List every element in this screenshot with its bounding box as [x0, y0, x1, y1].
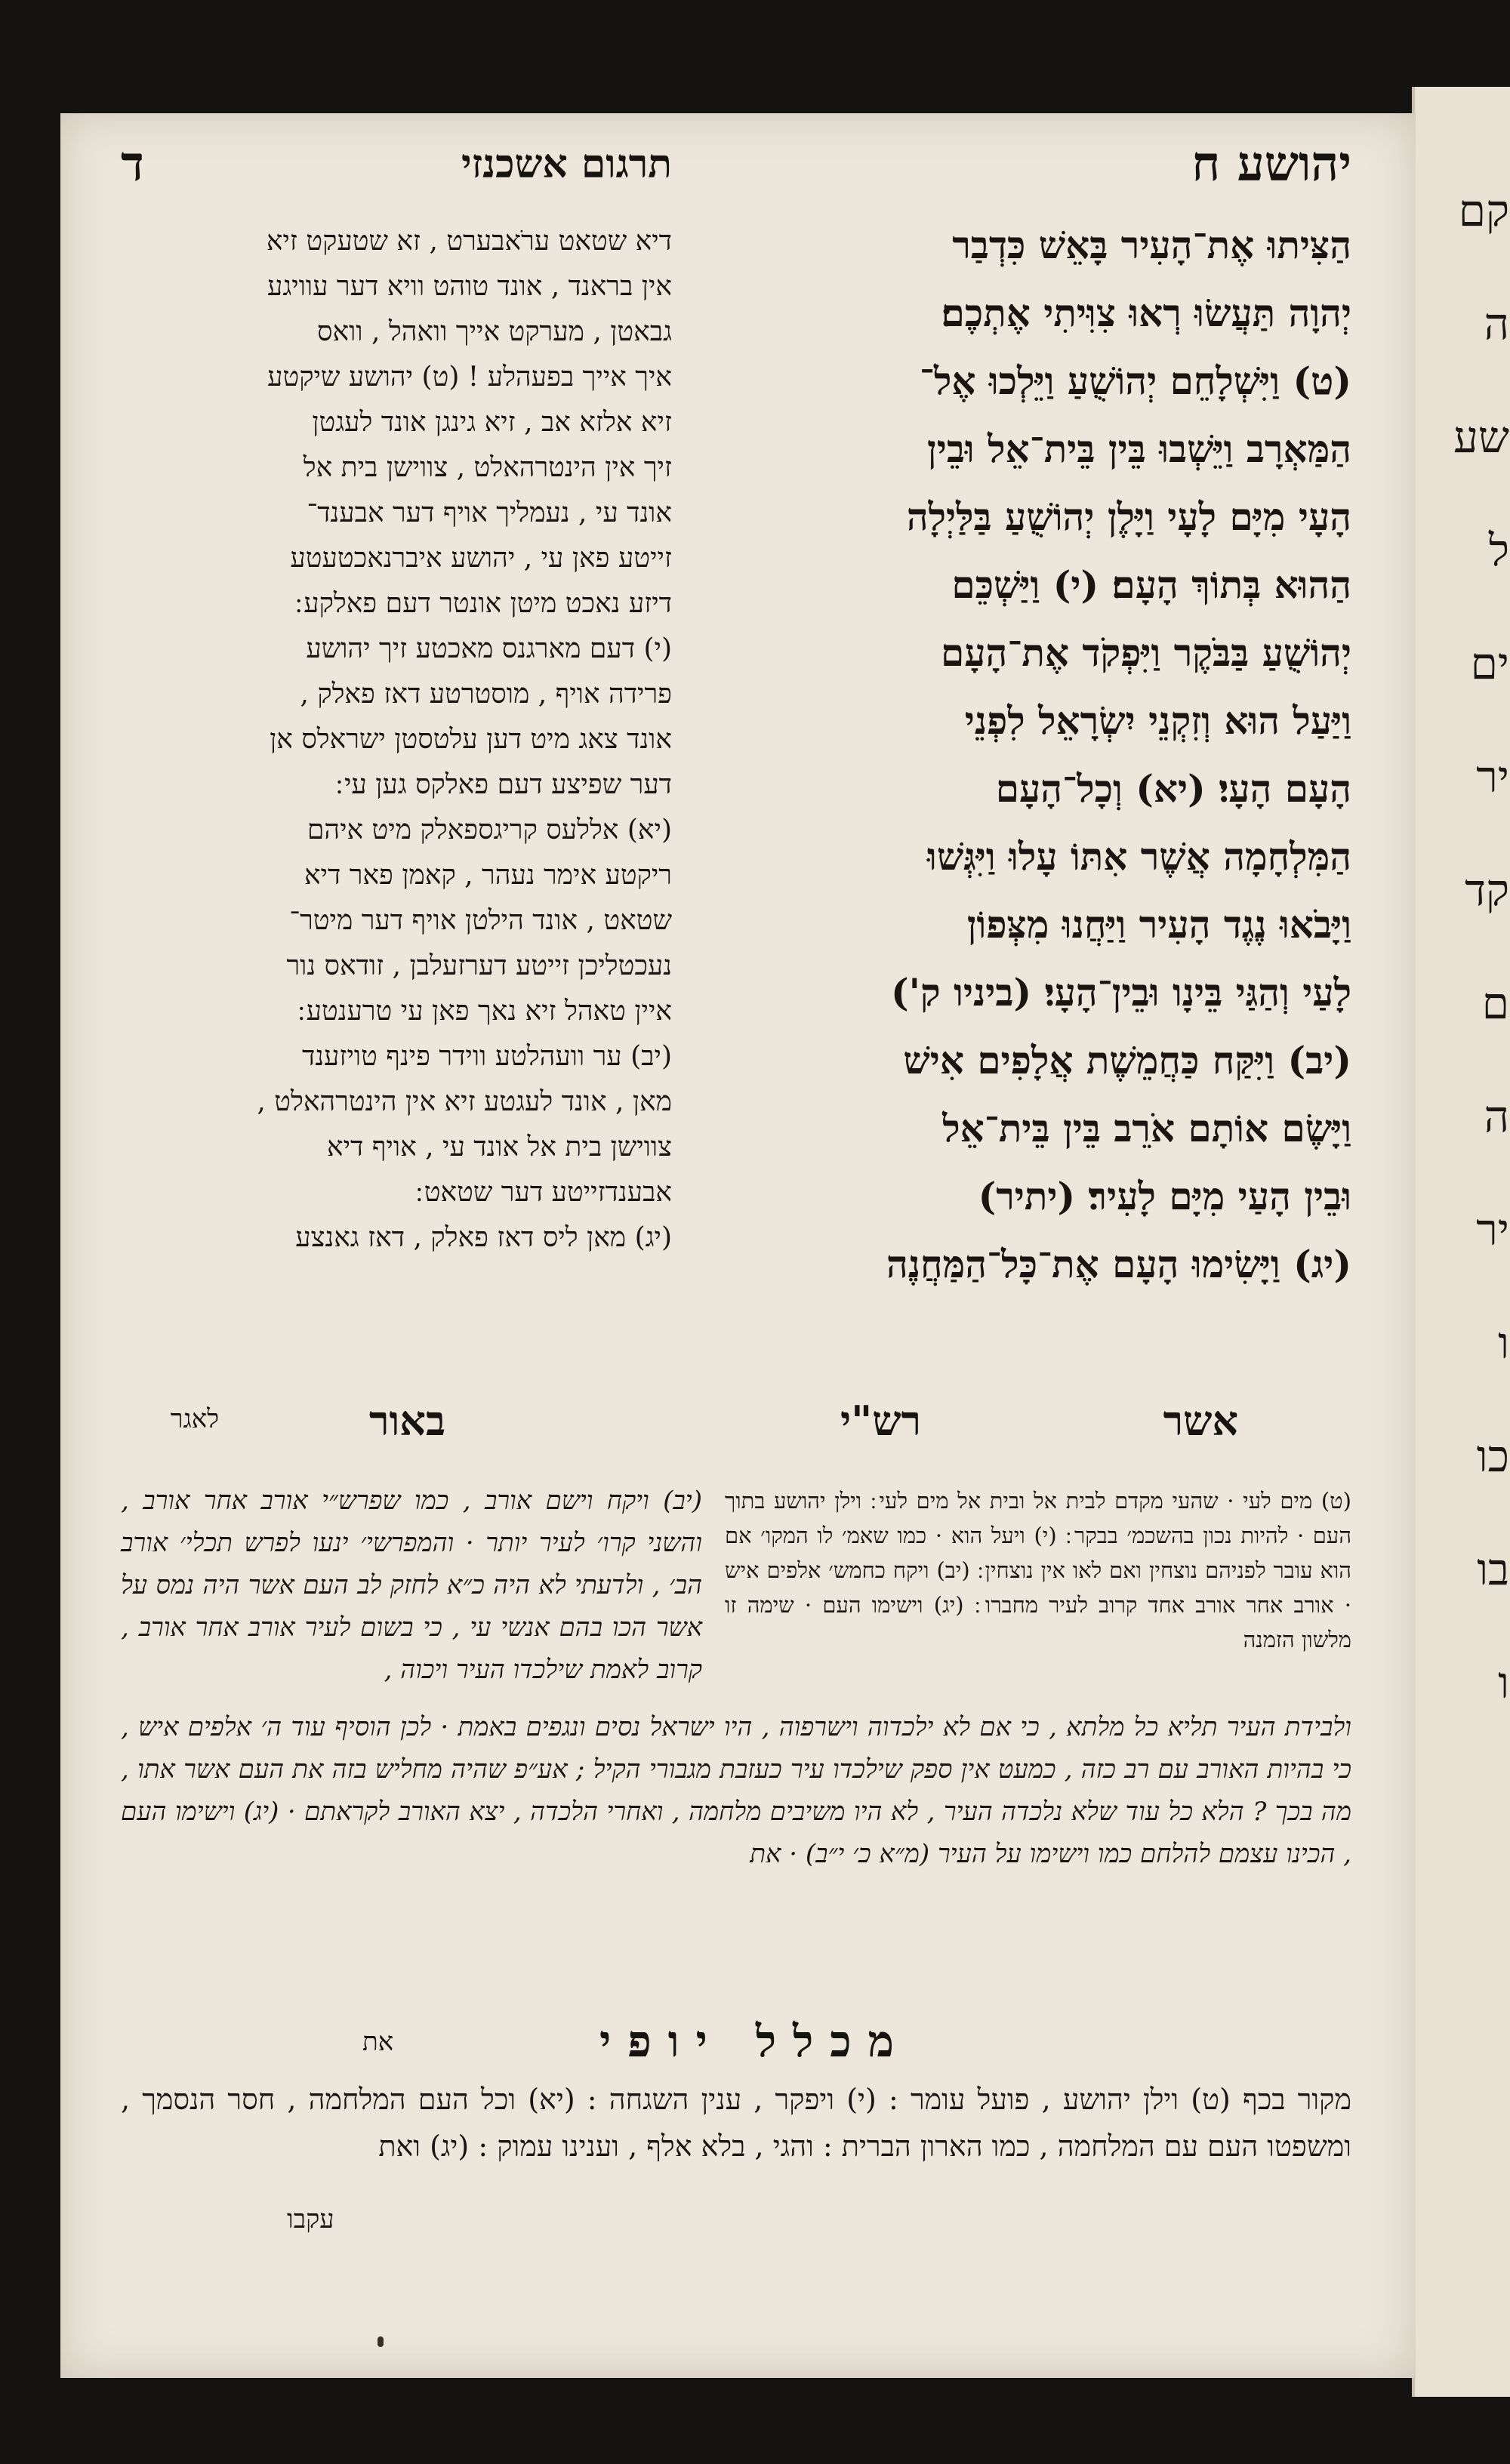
rashi-label: רש"י — [840, 1397, 921, 1445]
adjacent-page-fragment: קם — [1458, 185, 1509, 236]
translation-line: איין טאהל זיא נאך פאן עי טרענטע ׃ — [297, 996, 672, 1027]
translation-line: זיא אלזא אב , זיא גינגן אונד לעגטן — [312, 407, 672, 438]
biur-label: באור — [368, 1397, 445, 1445]
hebrew-main-text — [725, 211, 1351, 1298]
page-title-translation: תרגום אשכנזי — [461, 141, 672, 187]
left-header — [121, 136, 672, 192]
translation-line: (י) דעם מארגנס מאכטע זיך יהושע — [306, 633, 672, 664]
adjacent-page-fragment: ים — [1470, 638, 1509, 689]
translation-line: אונד עי , נעמליך אויף דער אבענד־ — [307, 497, 672, 528]
translation-line: (יג) מאן ליס דאז פאלק , דאז גאנצע — [295, 1222, 672, 1253]
adjacent-page-fragment: ל — [1488, 525, 1509, 576]
adjacent-page-fragment: יר — [1476, 1204, 1509, 1255]
translation-line: נעכטליכן זייטע דערזעלבן , זודאס נור — [286, 950, 672, 981]
commentary-labels — [121, 1397, 1351, 1449]
page-title-book-chapter: יהושע ח — [1191, 136, 1351, 192]
translation-line: פרידה אויף , מוסטרטע דאז פאלק , — [300, 679, 672, 710]
biur-catchword: לאגר — [170, 1404, 219, 1434]
mikhlol-yofi-text: מקור בכף (ט) וילן יהושע , פועל עומר : (י) ויפקר , ענין השגחה : (יא) וכל העם המלחמה , חסר הנסמך , ומשפטו העם עם המלחמה , כמו הארון הברית : והגי , בלא אלף , וענינו עמוק : (יג) ואת — [121, 2083, 1351, 2163]
adjacent-page-fragment: ו — [1498, 1317, 1509, 1369]
verse-line: יְהוֹשֻׁעַ בַּבֹּקֶר וַיִּפְקֹד אֶת־הָעָם — [941, 630, 1351, 675]
verse-line: הַהוּא בְּתוֹךְ הָעָם׃ (י) וַיַּשְׁכֵּם — [951, 562, 1351, 607]
translation-line: דיזע נאכט מיטן אונטר דעם פאלקע ׃ — [294, 588, 672, 619]
book-page — [60, 113, 1416, 2378]
verse-line: הָעָי מִיָּם לָעָי וַיָּלֶן יְהוֹשֻׁעַ בַּלַּיְלָה — [906, 494, 1351, 539]
translation-line: צווישן בית אל אונד עי , אויף דיא — [326, 1132, 672, 1163]
verse-line: יְהוָה תַּעֲשׂוּ רְאוּ צִוִּיתִי אֶתְכֶם׃ — [941, 291, 1351, 335]
translation-line: אונד צאג מיט דען עלטסטן ישראלס אן — [270, 724, 672, 755]
translation-line: דיא שטאט ערֹאבערט , זא שטעקט זיא — [266, 226, 672, 257]
paper-mark — [378, 2336, 384, 2347]
biur-commentary: (יב) ויקח וישם אורב , כמו שפרש״י אורב אחר אורב , והשני קרו׳ לעיר יותר · והמפרשי׳ ינעו לפרש תכלי׳ אורב הב׳ , ולדעתי לא היה כ״א לחזק לב העם אשר היה נמס על אשר הכו בהם אנשי עי , כי בשום לעיר אורב אחר אורב , קרוב לאמת שילכדו העיר ויכוה , — [121, 1486, 702, 1685]
adjacent-page-fragment: בו — [1477, 1544, 1509, 1595]
translation-line: זיך אין הינטרהאלט , צווישן בית אל — [303, 452, 672, 483]
translation-line: ריקטע אימר נעהר , קאמן פאר דיא — [304, 860, 672, 891]
adjacent-page-edge — [1412, 87, 1510, 2397]
adjacent-page-fragment: ו — [1498, 1657, 1509, 1708]
translation-line: גבאטן , מערקט אייך וואהל , וואס — [317, 316, 672, 347]
mikhlol-yofi-title: מכלל יופי — [599, 2016, 911, 2067]
adjacent-page-fragment: כו — [1476, 1431, 1509, 1482]
verse-line: (יג) וַיָּשִׂימוּ הָעָם אֶת־כָּל־הַמַּחֲנֶה — [886, 1242, 1351, 1286]
verse-line: וַיַּעַל הוּא וְזִקְנֵי יִשְׂרָאֵל לִפְנֵי — [964, 698, 1351, 743]
translation-line: (יב) ער וועהלטע ווידר פינף טויזענד — [302, 1041, 672, 1072]
translation-line: (יא) אללעס קריגספאלק מיט איהם — [307, 815, 672, 845]
verse-line: וַיָּבֹאוּ נֶגֶד הָעִיר וַיַּחֲנוּ מִצְּפוֹן — [966, 902, 1351, 947]
rashi-commentary: (ט) מים לעי · שהעי מקדם לבית אל ובית אל מים לעי ׃ וילן יהושע בתוך העם · להיות נכון בהשכמ׳ בבקר ׃ (י) ויעל הוא · כמו שאמ׳ לו המקו׳ אם הוא עובר לפניהם נוצחין ואם לאו אין נוצחין ׃ (יב) ויקח כחמש׳ אלפים איש · אורב אחר אורב אחד קרוב לעיר מחברו ׃ (יג) וישימו העם · שימה זו מלשון הזמנה — [725, 1488, 1351, 1652]
adjacent-page-fragment: ה — [1484, 298, 1509, 350]
verse-line: (ט) וַיִּשְׁלָחֵם יְהוֹשֻׁעַ וַיֵּלְכוּ אֶל־ — [919, 359, 1351, 403]
translation-line: זייטע פאן עי , יהושע איברנאכטעטע — [290, 543, 672, 574]
translation-line: אין בראנד , אונד טוהט וויא דער עוויגע — [267, 271, 672, 302]
adjacent-page-fragment: ה — [1484, 1091, 1509, 1142]
verse-line: (יב) וַיִּקַּח כַּחֲמֵשֶׁת אֲלָפִים אִישׁ — [903, 1038, 1351, 1083]
verse-line: וַיָּשֶׂם אוֹתָם אֹרֵב בֵּין בֵּית־אֵל — [942, 1106, 1351, 1150]
verse-line: הַמִּלְחָמָה אֲשֶׁר אִתּוֹ עָלוּ וַיִּגְּשׁוּ — [927, 834, 1351, 879]
adjacent-page-fragment: קד — [1465, 864, 1509, 916]
verse-line: וּבֵין הָעַי מִיָּם לָעִיר׃ (יתיר) — [978, 1174, 1351, 1218]
translation-line: דער שפיצע דעם פאלקס גען עי ׃ — [335, 769, 672, 800]
adjacent-page-fragment: ם — [1481, 978, 1509, 1029]
translation-line: שטאט , אונד הילטן אויף דער מיטר־ — [289, 905, 672, 936]
german-translation-text — [121, 219, 672, 1261]
adjacent-page-fragment: שע — [1453, 411, 1509, 463]
translation-line: אבענדזייטע דער שטאט ׃ — [415, 1177, 672, 1208]
biur-commentary-continued: ולבידת העיר תליא כל מלתא , כי אם לא ילכדוה וישרפוה , היו ישראל נסים ונגפים באמת · לכן הוסיף עוד ה׳ אלפים איש , כי בהיות האורב עם רב כזה , כמעט אין ספק שילכדו עיר כעזבת מגבורי הקיל ; אע״פ שהיה מחליש בזה את העם אשר אתו , מה בכך ? הלא כל עוד שלא נלכדה העיר , לא היו משיבים מלחמה , ואחרי הלכדה , יצא האורב לקראתם · (יג) וישימו העם , הכינו עצמם להלחם כמו וישימו על העיר (מ״א כ׳ י״ב) · את — [121, 1712, 1351, 1869]
adjacent-page-fragment: יר — [1476, 751, 1509, 802]
verse-line: הַצִּיתוּ אֶת־הָעִיר בָּאֵשׁ כִּדְבַר — [952, 223, 1351, 267]
translation-line: מאן , אונד לעגטע זיא אין הינטרהאלט , — [257, 1086, 672, 1117]
translation-line: איך אייך בפעהלע ! (ט) יהושע שיקטע — [267, 362, 672, 393]
verse-line: הָעָם הָעָי׃ (יא) וְכָל־הָעָם — [995, 766, 1351, 811]
mikhlol-top-catchword: את — [362, 2027, 394, 2057]
verse-line: הַמַּאְרָב וַיֵּשְׁבוּ בֵּין בֵּית־אֵל וּבֵין — [926, 427, 1351, 471]
right-header — [732, 136, 1351, 192]
verse-line: לָעַי וְהַגַּי בֵּינָו וּבֵין־הָעָי׃ (ביניו ק') — [890, 970, 1351, 1015]
rashi-catchword: אשר — [1163, 1397, 1238, 1445]
page-catchword: עקבו — [287, 2204, 334, 2235]
page-number-letter: ד — [121, 136, 144, 192]
